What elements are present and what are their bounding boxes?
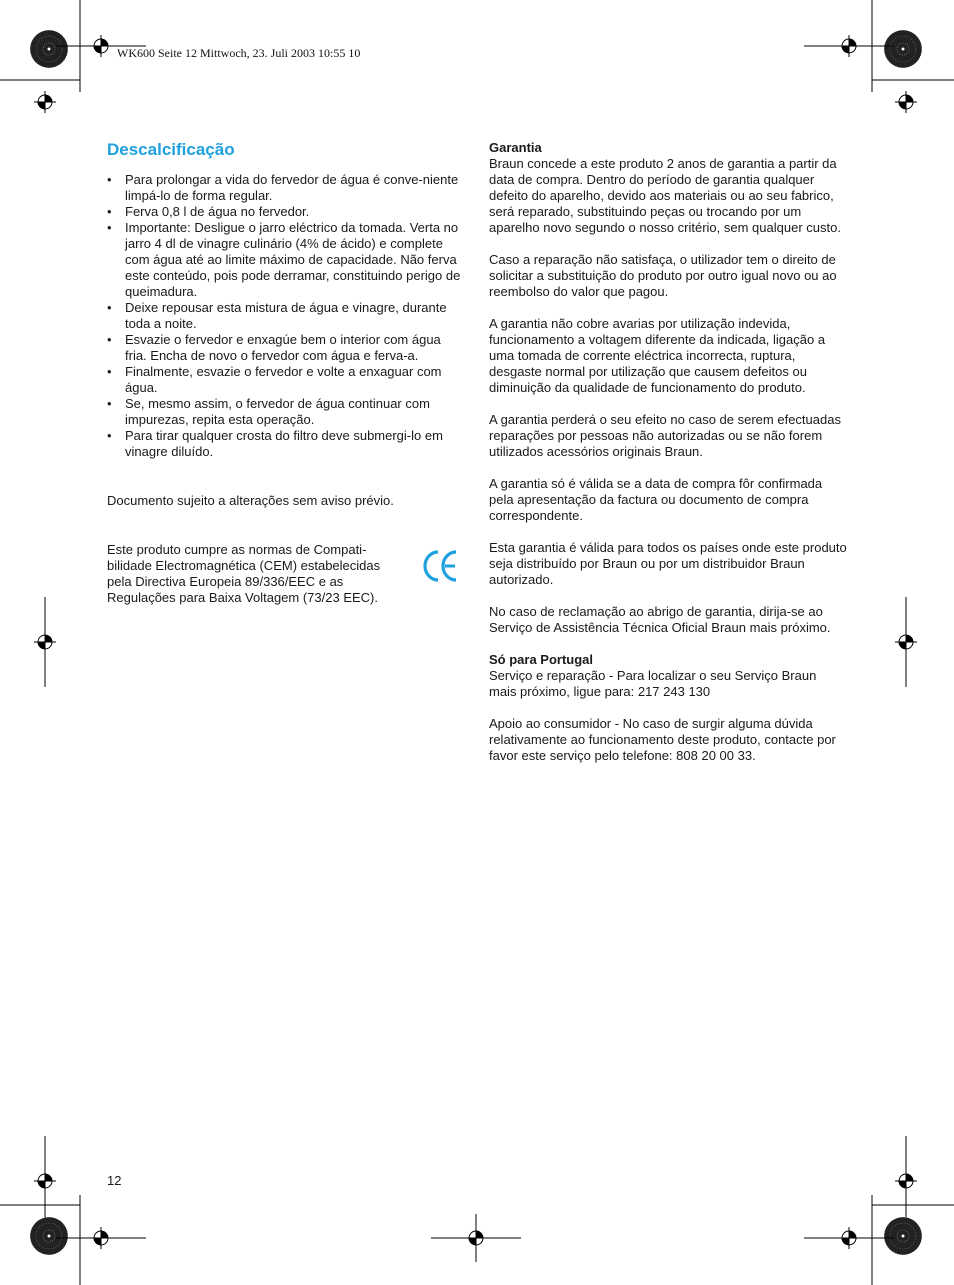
change-notice: Documento sujeito a alterações sem aviso prévio. <box>107 493 394 508</box>
registration-star-icon <box>30 1217 68 1255</box>
portugal-heading: Só para Portugal <box>489 652 594 667</box>
warranty-paragraph: A garantia não cobre avarias por utilização indevida, funcionamento a voltagem diferente da indicada, ligação a uma tomada de corrente eléctrica incorrecta, ruptura, desgaste normal por utilização que causem defeitos ou diminuição da qualidade de funcionamento do produto. <box>489 316 826 395</box>
warranty-paragraph: Esta garantia é válida para todos os países onde este produto seja distribuído por Braun ou por um distribuidor Braun autorizado. <box>489 540 847 587</box>
warranty-paragraph: Caso a reparação não satisfaça, o utilizador tem o direito de solicitar a substituição do produto por outro igual novo ou ao reembolso do valor que pagou. <box>489 252 837 299</box>
emc-compliance-text: Este produto cumpre as normas de Compati-bilidade Electromagnética (CEM) estabelecidas pela Directiva Europeia 89/336/EEC e as Regulações para Baixa Voltagem (73/23 EEC). <box>107 542 381 605</box>
registration-mark-icon <box>895 631 917 653</box>
registration-star-icon <box>30 30 68 68</box>
print-slug: WK600 Seite 12 Mittwoch, 23. Juli 2003 10:55 10 <box>117 46 361 60</box>
consumer-support-paragraph: Apoio ao consumidor - No caso de surgir alguma dúvida relativamente ao funcionamento deste produto, contacte por favor este serviço pelo telefone: 808 20 00 33. <box>489 716 836 763</box>
warranty-column <box>489 140 847 780</box>
list-item: • Importante: Desligue o jarro eléctrico da tomada. Verta no jarro 4 dl de vinagre culinário (4% de ácido) e complete com água até ao limite máximo de capacidade. Não ferva este conteúdo, pois pode derramar, constituindo perigo de queimadura. <box>107 220 463 300</box>
warranty-paragraph: A garantia perderá o seu efeito no caso de serem efectuadas reparações por pessoas não autorizadas ou se não forem utilizados acessórios originais Braun. <box>489 412 841 459</box>
warranty-paragraph: Braun concede a este produto 2 anos de garantia a partir da data de compra. Dentro do período de garantia qualquer defeito do aparelho, devido aos materiais ou ao seu fabrico, será reparado, substituindo peças ou trocando por um aparelho novo segundo o nosso critério, sem qualquer custo. <box>489 156 841 235</box>
list-item: • Esvazie o fervedor e enxagúe bem o interior com água fria. Encha de novo o fervedor com água e ferva-a. <box>107 332 463 364</box>
list-item: • Para prolongar a vida do fervedor de água é conve-niente limpá-lo de forma regular. <box>107 172 463 204</box>
warranty-paragraph: No caso de reclamação ao abrigo de garantia, dirija-se ao Serviço de Assistência Técnica Oficial Braun mais próximo. <box>489 604 831 635</box>
list-item: • Para tirar qualquer crosta do filtro deve submergi-lo em vinagre diluído. <box>107 428 463 460</box>
registration-star-icon <box>884 1217 922 1255</box>
registration-mark-icon <box>895 91 917 113</box>
registration-mark-icon <box>895 1170 917 1192</box>
registration-mark-icon <box>34 1170 56 1192</box>
list-item: • Deixe repousar esta mistura de água e vinagre, durante toda a noite. <box>107 300 463 332</box>
page-number: 12 <box>107 1173 122 1188</box>
warranty-intro <box>489 140 847 236</box>
list-item: • Ferva 0,8 l de água no fervedor. <box>107 204 463 220</box>
descaling-steps-list <box>107 172 463 460</box>
section-title: Descalcificação <box>107 140 235 159</box>
list-item: • Finalmente, esvazie o fervedor e volte a enxaguar com água. <box>107 364 463 396</box>
portugal-section <box>489 652 847 700</box>
warranty-heading: Garantia <box>489 140 542 155</box>
registration-star-icon <box>884 30 922 68</box>
service-paragraph: Serviço e reparação - Para localizar o seu Serviço Braun mais próximo, ligue para: 217 243 130 <box>489 668 817 699</box>
warranty-paragraph: A garantia só é válida se a data de compra fôr confirmada pela apresentação da factura ou documento de compra correspondente. <box>489 476 823 523</box>
registration-mark-icon <box>34 91 56 113</box>
ce-mark-icon <box>421 548 461 584</box>
list-item: • Se, mesmo assim, o fervedor de água continuar com impurezas, repita esta operação. <box>107 396 463 428</box>
registration-mark-icon <box>34 631 56 653</box>
